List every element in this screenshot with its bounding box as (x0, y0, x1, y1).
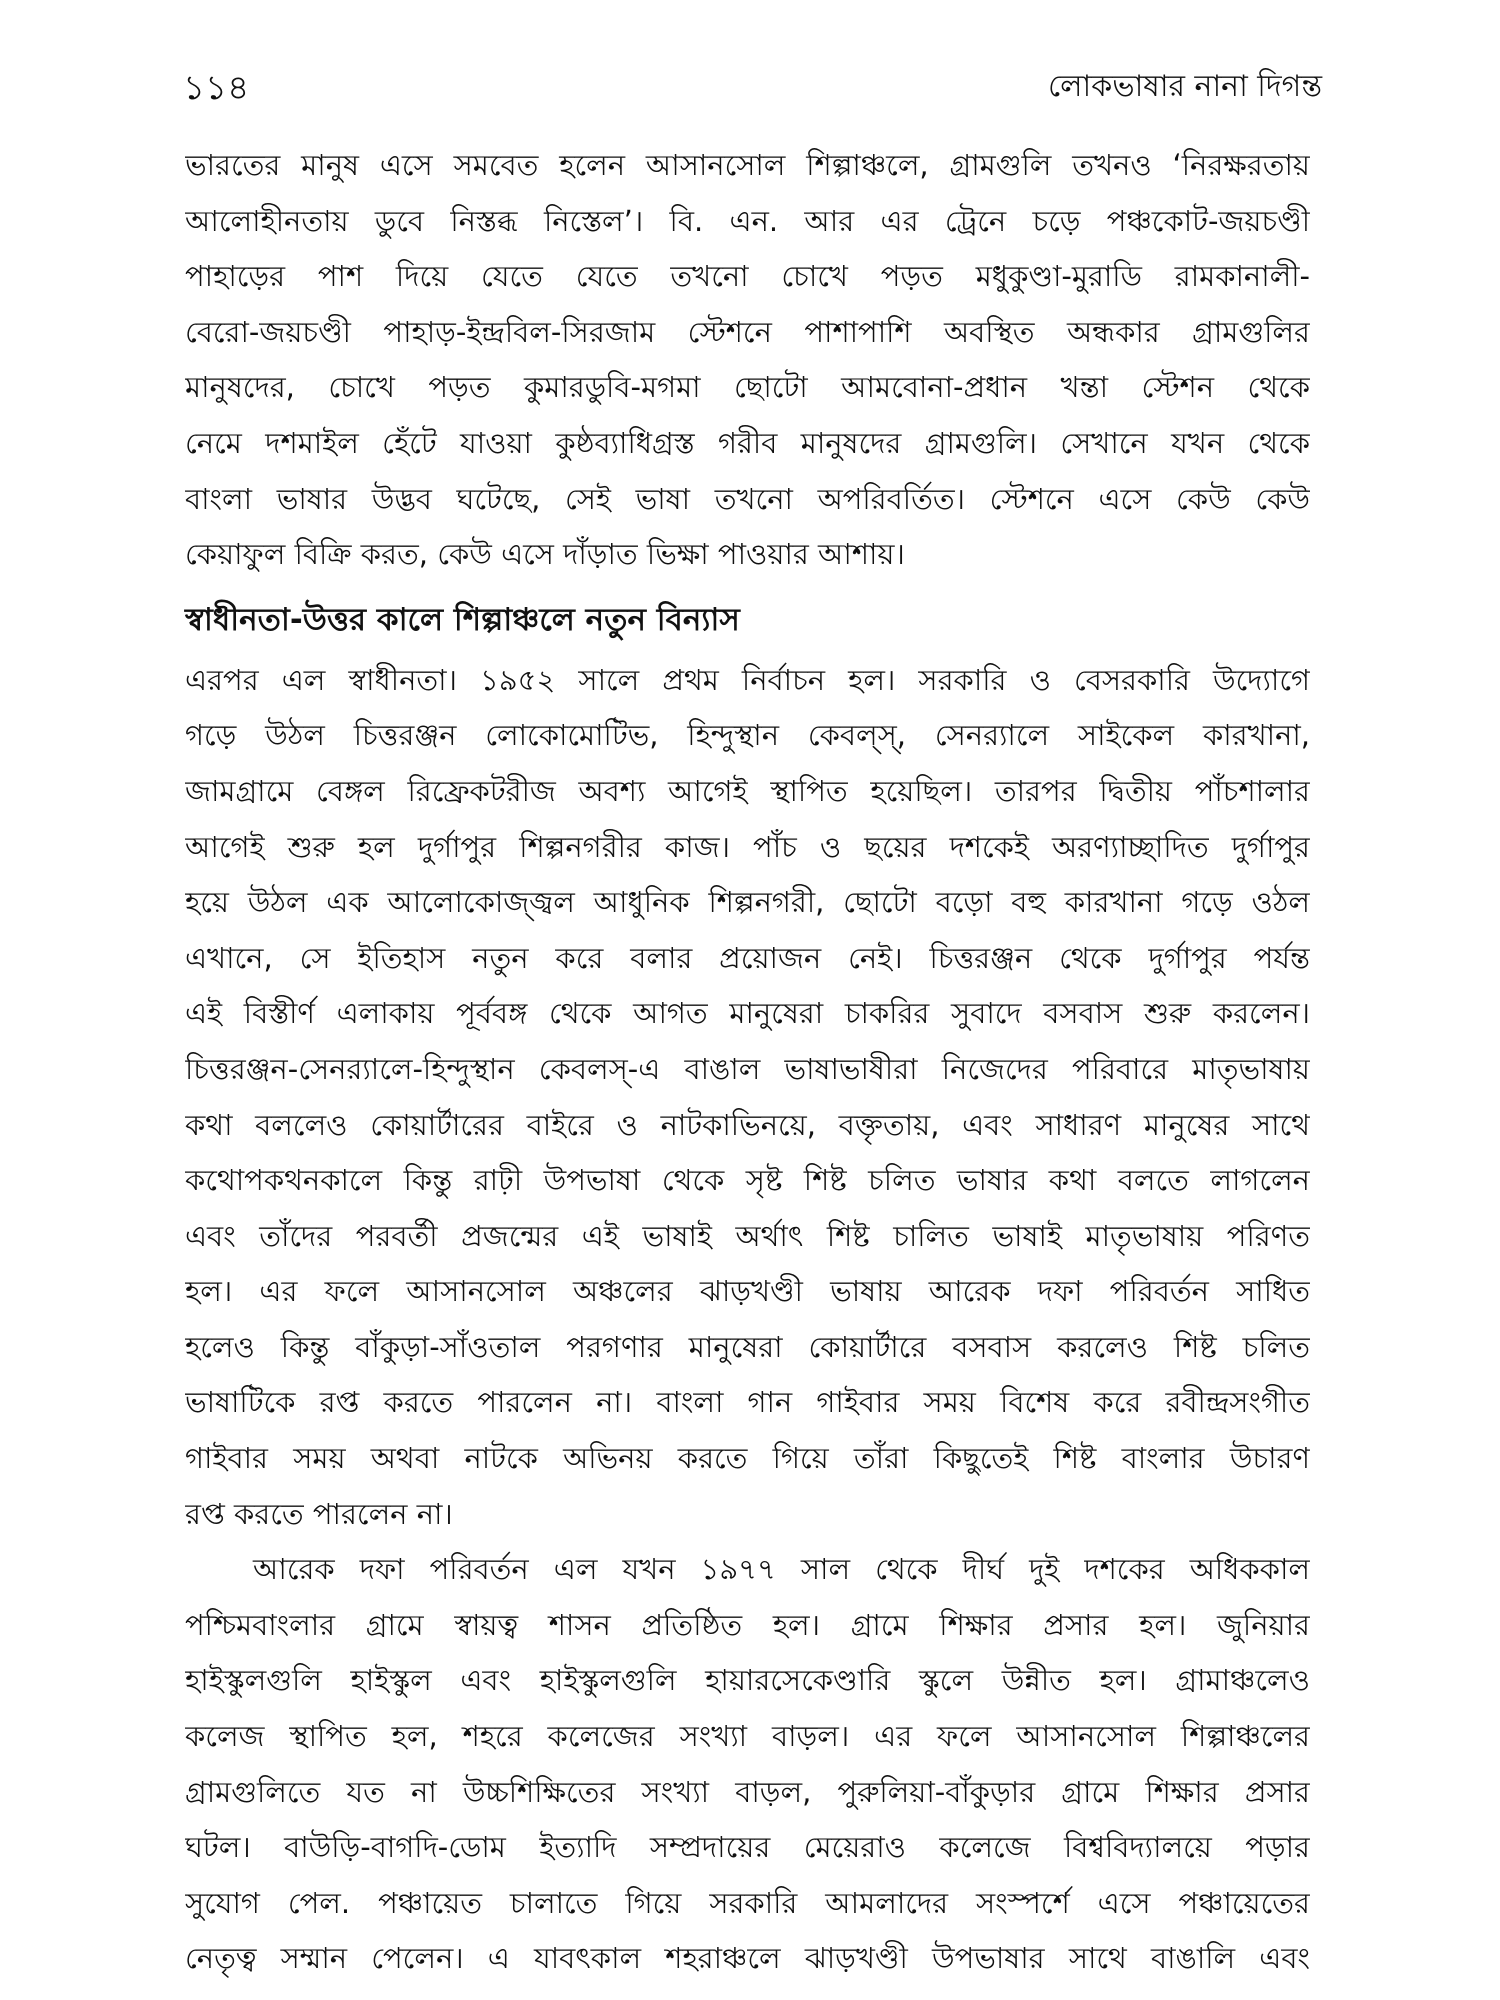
text-line: ভারতের মানুষ এসে সমবেত হলেন আসানসোল শিল্পাঞ্চলে, গ্রামগুলি তখনও ‘নিরক্ষরতায় (185, 148, 1310, 182)
text-line: বাংলা ভাষার উদ্ভব ঘটেছে, সেই ভাষা তখনো অপরিবর্তিত। স্টেশনে এসে কেউ কেউ (185, 481, 1310, 516)
text-line: পশ্চিমবাংলার গ্রামে স্বায়ত্ব শাসন প্রতিষ্ঠিত হল। গ্রামে শিক্ষার প্রসার হল। জুনিয়ার (185, 1607, 1310, 1642)
text-line: রপ্ত করতে পারলেন না। (185, 1496, 453, 1531)
paragraph-2 (185, 653, 1310, 1543)
text-line: ভাষাটিকে রপ্ত করতে পারলেন না। বাংলা গান গাইবার সময় বিশেষ করে রবীন্দ্রসংগীত (185, 1385, 1310, 1420)
text-line: নেমে দশমাইল হেঁটে যাওয়া কুষ্ঠব্যাধিগ্রস্ত গরীব মানুষদের গ্রামগুলি। সেখানে যখন থেকে (185, 425, 1310, 460)
text-line: ঘটল। বাউড়ি-বাগদি-ডোম ইত্যাদি সম্প্রদায়ের মেয়েরাও কলেজে বিশ্ববিদ্যালয়ে পড়ার (185, 1830, 1310, 1865)
text-line: নেতৃত্ব সম্মান পেলেন। এ যাবৎকাল শহরাঞ্চলে ঝাড়খণ্ডী উপভাষার সাথে বাঙালি এবং (185, 1941, 1310, 1976)
text-line: গ্রামগুলিতে যত না উচ্চশিক্ষিতের সংখ্যা বাড়ল, পুরুলিয়া-বাঁকুড়ার গ্রামে শিক্ষার প্রসার (185, 1774, 1310, 1809)
text-line: আরেক দফা পরিবর্তন এল যখন ১৯৭৭ সাল থেকে দীর্ঘ দুই দশকের অধিককাল (253, 1552, 1310, 1587)
paragraph-3 (185, 1542, 1310, 1987)
text-line: কথা বললেও কোয়ার্টারের বাইরে ও নাটকাভিনয়ে, বক্তৃতায়, এবং সাধারণ মানুষের সাথে (185, 1107, 1310, 1142)
section-heading: স্বাধীনতা-উত্তর কালে শিল্পাঞ্চলে নতুন বিন্যাস (185, 601, 740, 638)
text-line: হয়ে উঠল এক আলোকোজ্জ্বল আধুনিক শিল্পনগরী, ছোটো বড়ো বহু কারখানা গড়ে ওঠল (185, 885, 1310, 920)
text-line: এখানে, সে ইতিহাস নতুন করে বলার প্রয়োজন নেই। চিত্তরঞ্জন থেকে দুর্গাপুর পর্যন্ত (185, 940, 1310, 975)
text-line: কলেজ স্থাপিত হল, শহরে কলেজের সংখ্যা বাড়ল। এর ফলে আসানসোল শিল্পাঞ্চলের (185, 1719, 1310, 1754)
body-text (185, 138, 1310, 1987)
text-line: হল। এর ফলে আসানসোল অঞ্চলের ঝাড়খণ্ডী ভাষায় আরেক দফা পরিবর্তন সাধিত (185, 1274, 1310, 1309)
text-line: মানুষদের, চোখে পড়ত কুমারডুবি-মগমা ছোটো আমবোনা-প্রধান খন্তা স্টেশন থেকে (185, 370, 1310, 405)
text-line: হলেও কিন্তু বাঁকুড়া-সাঁওতাল পরগণার মানুষেরা কোয়ার্টারে বসবাস করলেও শিষ্ট চলিত (185, 1329, 1310, 1364)
text-line: আগেই শুরু হল দুর্গাপুর শিল্পনগরীর কাজ। পাঁচ ও ছয়ের দশকেই অরণ্যাচ্ছাদিত দুর্গাপুর (185, 829, 1310, 864)
running-title: লোকভাষার নানা দিগন্ত (1048, 69, 1322, 104)
text-line: সুযোগ পেল. পঞ্চায়েত চালাতে গিয়ে সরকারি আমলাদের সংস্পর্শে এসে পঞ্চায়েতের (185, 1885, 1310, 1920)
text-line: পাহাড়ের পাশ দিয়ে যেতে যেতে তখনো চোখে পড়ত মধুকুণ্ডা-মুরাডি রামকানালী- (185, 259, 1310, 294)
page-number: ১১৪ (183, 68, 250, 108)
text-line: আলোহীনতায় ডুবে নিস্তব্ধ নিস্তেল’। বি. এন. আর এর ট্রেনে চড়ে পঞ্চকোট-জয়চণ্ডী (185, 203, 1310, 238)
text-line: এই বিস্তীর্ণ এলাকায় পূর্ববঙ্গ থেকে আগত মানুষেরা চাকরির সুবাদে বসবাস শুরু করলেন। (185, 996, 1310, 1031)
text-line: এবং তাঁদের পরবর্তী প্রজন্মের এই ভাষাই অর্থাৎ শিষ্ট চালিত ভাষাই মাতৃভাষায় পরিণত (185, 1218, 1310, 1253)
text-line: জামগ্রামে বেঙ্গল রিফ্রেকটরীজ অবশ্য আগেই স্থাপিত হয়েছিল। তারপর দ্বিতীয় পাঁচশালার (185, 773, 1310, 808)
paragraph-1 (185, 138, 1310, 583)
text-line: চিত্তরঞ্জন-সেনর‍্যালে-হিন্দুস্থান কেবলস্‌-এ বাঙাল ভাষাভাষীরা নিজেদের পরিবারে মাতৃভাষায় (185, 1051, 1310, 1086)
text-line: বেরো-জয়চণ্ডী পাহাড়-ইন্দ্রবিল-সিরজাম স্টেশনে পাশাপাশি অবস্থিত অন্ধকার গ্রামগুলির (185, 314, 1310, 349)
text-line: গড়ে উঠল চিত্তরঞ্জন লোকোমোটিভ, হিন্দুস্থান কেবল্‌স্‌, সেনর‍্যালে সাইকেল কারখানা, (185, 718, 1310, 753)
text-line: কেয়াফুল বিক্রি করত, কেউ এসে দাঁড়াত ভিক্ষা পাওয়ার আশায়। (185, 537, 905, 572)
text-line: এরপর এল স্বাধীনতা। ১৯৫২ সালে প্রথম নির্বাচন হল। সরকারি ও বেসরকারি উদ্যোগে (185, 662, 1310, 697)
text-line: কথোপকথনকালে কিন্তু রাঢ়ী উপভাষা থেকে সৃষ্ট শিষ্ট চলিত ভাষার কথা বলতে লাগলেন (185, 1163, 1310, 1198)
text-line: গাইবার সময় অথবা নাটকে অভিনয় করতে গিয়ে তাঁরা কিছুতেই শিষ্ট বাংলার উচারণ (185, 1441, 1310, 1476)
text-line: হাইস্কুলগুলি হাইস্কুল এবং হাইস্কুলগুলি হায়ারসেকেণ্ডারি স্কুলে উন্নীত হল। গ্রামাঞ্চলেও (185, 1663, 1310, 1698)
